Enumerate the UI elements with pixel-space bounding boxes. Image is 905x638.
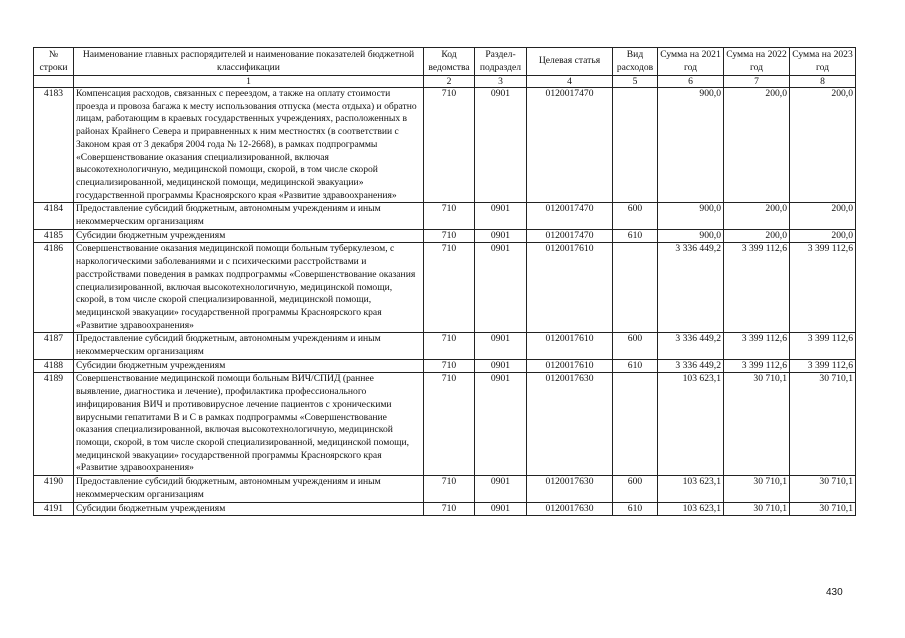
header-sum-2023: Сумма на 2023 год (790, 48, 856, 76)
row-ved: 710 (424, 88, 475, 203)
row-razdel: 0901 (475, 243, 527, 333)
column-index: 5 (613, 76, 658, 88)
header-sum-2022: Сумма на 2022 год (724, 48, 790, 76)
row-statya: 0120017630 (527, 373, 613, 476)
header-ved: Код ведомства (424, 48, 475, 76)
row-sum-2023: 200,0 (790, 88, 856, 203)
row-sum-2023: 30 710,1 (790, 476, 856, 502)
row-number: 4186 (34, 243, 74, 333)
row-vid: 600 (613, 333, 658, 359)
row-name: Субсидии бюджетным учреждениям (74, 359, 424, 373)
row-sum-2022: 3 399 112,6 (724, 333, 790, 359)
row-sum-2023: 200,0 (790, 203, 856, 229)
column-index: 6 (658, 76, 724, 88)
row-sum-2021: 3 336 449,2 (658, 333, 724, 359)
table-row (34, 333, 856, 359)
row-vid (613, 373, 658, 476)
row-name: Субсидии бюджетным учреждениям (74, 229, 424, 243)
row-sum-2022: 3 399 112,6 (724, 243, 790, 333)
table-row (34, 88, 856, 203)
column-index: 8 (790, 76, 856, 88)
row-statya: 0120017630 (527, 502, 613, 516)
row-vid: 610 (613, 502, 658, 516)
row-number: 4188 (34, 359, 74, 373)
row-sum-2021: 103 623,1 (658, 476, 724, 502)
header-sum-2021: Сумма на 2021 год (658, 48, 724, 76)
header-razdel: Раздел-подраздел (475, 48, 527, 76)
row-vid (613, 243, 658, 333)
row-statya: 0120017610 (527, 333, 613, 359)
row-ved: 710 (424, 243, 475, 333)
row-number: 4184 (34, 203, 74, 229)
column-index: 7 (724, 76, 790, 88)
row-vid: 610 (613, 359, 658, 373)
row-ved: 710 (424, 359, 475, 373)
row-sum-2023: 30 710,1 (790, 373, 856, 476)
row-sum-2021: 900,0 (658, 203, 724, 229)
row-vid: 610 (613, 229, 658, 243)
row-sum-2021: 103 623,1 (658, 502, 724, 516)
row-sum-2021: 3 336 449,2 (658, 243, 724, 333)
row-sum-2022: 200,0 (724, 229, 790, 243)
row-razdel: 0901 (475, 229, 527, 243)
table-row (34, 359, 856, 373)
table-row (34, 373, 856, 476)
row-vid: 600 (613, 476, 658, 502)
row-number: 4187 (34, 333, 74, 359)
row-statya: 0120017470 (527, 203, 613, 229)
row-sum-2023: 200,0 (790, 229, 856, 243)
row-vid (613, 88, 658, 203)
row-statya: 0120017610 (527, 359, 613, 373)
row-number: 4190 (34, 476, 74, 502)
row-sum-2022: 30 710,1 (724, 502, 790, 516)
row-statya: 0120017610 (527, 243, 613, 333)
column-index-row (34, 76, 856, 88)
row-sum-2021: 900,0 (658, 229, 724, 243)
row-razdel: 0901 (475, 476, 527, 502)
row-sum-2023: 3 399 112,6 (790, 243, 856, 333)
table-row (34, 229, 856, 243)
header-row-no: № строки (34, 48, 74, 76)
header-statya: Целевая статья (527, 48, 613, 76)
row-razdel: 0901 (475, 88, 527, 203)
column-index: 4 (527, 76, 613, 88)
column-index: 3 (475, 76, 527, 88)
row-number: 4183 (34, 88, 74, 203)
row-name: Предоставление субсидий бюджетным, автономным учреждениям и иным некоммерческим организациям (74, 333, 424, 359)
row-sum-2022: 200,0 (724, 88, 790, 203)
row-sum-2021: 3 336 449,2 (658, 359, 724, 373)
row-name: Предоставление субсидий бюджетным, автономным учреждениям и иным некоммерческим организациям (74, 203, 424, 229)
row-sum-2022: 3 399 112,6 (724, 359, 790, 373)
row-sum-2022: 30 710,1 (724, 373, 790, 476)
row-ved: 710 (424, 333, 475, 359)
header-name: Наименование главных распорядителей и наименование показателей бюджетной классификации (74, 48, 424, 76)
row-razdel: 0901 (475, 373, 527, 476)
row-name: Компенсация расходов, связанных с переездом, а также на оплату стоимости проезда и провоза багажа к месту использования отпуска (места отдыха) и обратно лицам, работающим в краевых государственных учреждениях, расположенных в районах Крайнего Севера и приравненных к ним местностях (в соответствии с Законом края от 3 декабря 2004 года № 12-2668), в рамках подпрограммы «Совершенствование оказания специализированной, включая высокотехнологичную, медицинской помощи, скорой, в том числе скорой специализированной, медицинской помощи, медицинской эвакуации» государственной программы Красноярского края «Развитие здравоохранения» (74, 88, 424, 203)
budget-table (33, 47, 856, 516)
row-ved: 710 (424, 502, 475, 516)
header-vid: Вид расходов (613, 48, 658, 76)
row-razdel: 0901 (475, 359, 527, 373)
row-sum-2021: 900,0 (658, 88, 724, 203)
row-name: Совершенствование оказания медицинской помощи больным туберкулезом, с наркологическими заболеваниями и с психическими расстройствами и расстройствами поведения в рамках подпрограммы «Совершенствование оказания специализированной, включая высокотехнологичную, медицинской помощи, скорой, в том числе скорой специализированной, медицинской помощи, медицинской эвакуации» государственной программы Красноярского края «Развитие здравоохранения» (74, 243, 424, 333)
row-sum-2023: 3 399 112,6 (790, 359, 856, 373)
page-number: 430 (826, 587, 843, 598)
row-razdel: 0901 (475, 502, 527, 516)
row-name: Субсидии бюджетным учреждениям (74, 502, 424, 516)
column-index (34, 76, 74, 88)
row-statya: 0120017470 (527, 229, 613, 243)
row-razdel: 0901 (475, 333, 527, 359)
row-ved: 710 (424, 229, 475, 243)
row-number: 4189 (34, 373, 74, 476)
row-sum-2021: 103 623,1 (658, 373, 724, 476)
row-name: Предоставление субсидий бюджетным, автономным учреждениям и иным некоммерческим организациям (74, 476, 424, 502)
header-row (34, 48, 856, 76)
row-sum-2022: 30 710,1 (724, 476, 790, 502)
column-index: 1 (74, 76, 424, 88)
row-razdel: 0901 (475, 203, 527, 229)
row-number: 4185 (34, 229, 74, 243)
table-body (34, 88, 856, 516)
row-ved: 710 (424, 476, 475, 502)
row-sum-2022: 200,0 (724, 203, 790, 229)
column-index: 2 (424, 76, 475, 88)
table-row (34, 243, 856, 333)
row-statya: 0120017470 (527, 88, 613, 203)
row-number: 4191 (34, 502, 74, 516)
table-row (34, 502, 856, 516)
row-sum-2023: 3 399 112,6 (790, 333, 856, 359)
row-statya: 0120017630 (527, 476, 613, 502)
row-sum-2023: 30 710,1 (790, 502, 856, 516)
row-ved: 710 (424, 373, 475, 476)
row-name: Совершенствование медицинской помощи больным ВИЧ/СПИД (раннее выявление, диагностика и лечение), профилактика профессионального инфицирования ВИЧ и противовирусное лечение пациентов с хроническими вирусными гепатитами В и С в рамках подпрограммы «Совершенствование оказания специализированной, включая высокотехнологичную, медицинской помощи, скорой, в том числе скорой специализированной, медицинской помощи, медицинской эвакуации» государственной программы Красноярского края «Развитие здравоохранения» (74, 373, 424, 476)
table-row (34, 476, 856, 502)
row-ved: 710 (424, 203, 475, 229)
row-vid: 600 (613, 203, 658, 229)
table-row (34, 203, 856, 229)
